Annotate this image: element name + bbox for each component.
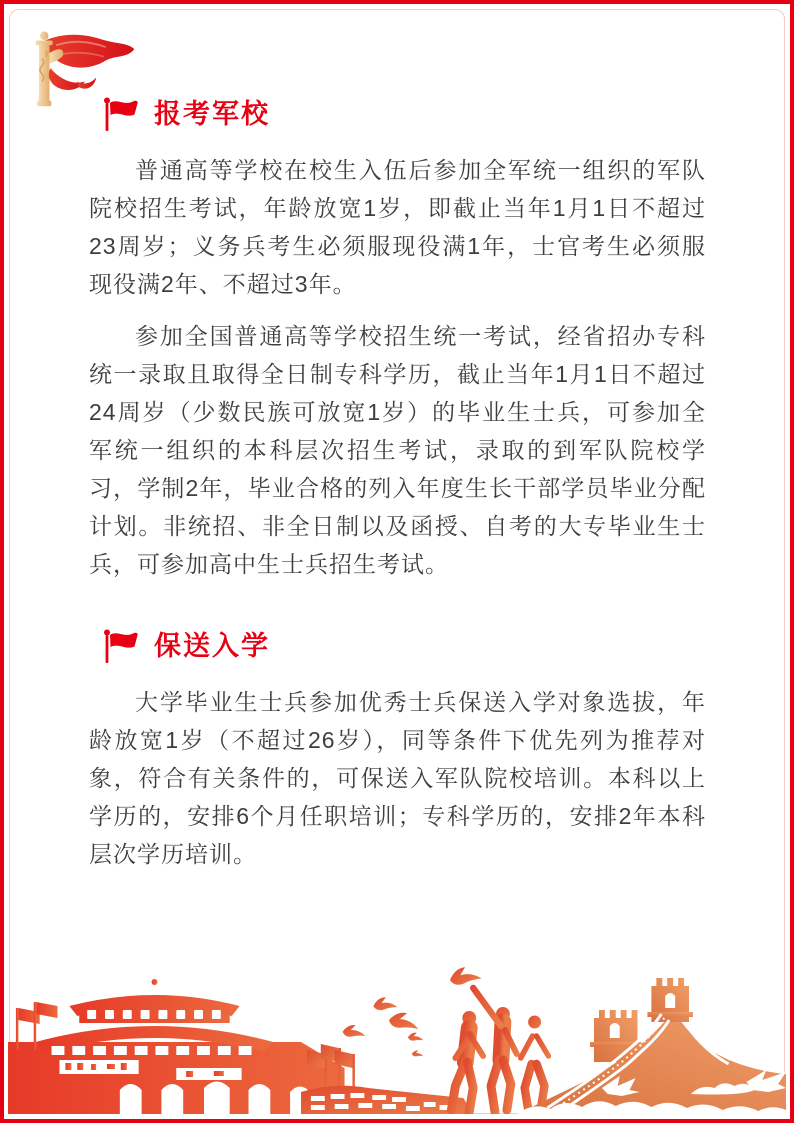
- section-baokao-junxiao: [89, 4, 706, 583]
- section-title: 保送入学: [154, 630, 270, 661]
- great-wall-silhouette: [518, 978, 786, 1114]
- section-heading: [103, 97, 706, 131]
- soldiers-silhouette: [451, 988, 548, 1112]
- tiananmen-gate-silhouette: [8, 979, 345, 1114]
- red-flag-icon: [103, 97, 141, 131]
- section-baosong-ruxue: [89, 629, 706, 873]
- section-title: 报考军校: [154, 98, 270, 129]
- paragraph: 普通高等学校在校生入伍后参加全军统一组织的军队院校招生考试，年龄放宽1岁，即截止当年1月1日不超过23周岁；义务兵考生必须服现役满1年，士官考生必须服现役满2年、不超过3年。: [89, 157, 706, 297]
- patriotic-footer-illustration: [8, 962, 786, 1114]
- red-flag-icon: [103, 629, 141, 663]
- section-heading: [103, 629, 706, 663]
- document-content: [89, 4, 706, 873]
- paragraph: 参加全国普通高等学校招生统一考试，经省招办专科统一录取且取得全日制专科学历，截止当年1月1日不超过24周岁（少数民族可放宽1岁）的毕业生士兵，可参加全军统一组织的本科层次招生考试，录取的到军队院校学习，学制2年，毕业合格的列入年度生长干部学员毕业分配计划。非统招、非全日制以及函授、自考的大专毕业生士兵，可参加高中生士兵招生考试。: [89, 323, 706, 577]
- paragraph: 大学毕业生士兵参加优秀士兵保送入学对象选拔，年龄放宽1岁（不超过26岁），同等条件下优先列为推荐对象，符合有关条件的，可保送入军队院校培训。本科以上学历的，安排6个月任职培训；专科学历的，安排2年本科层次学历培训。: [89, 689, 706, 867]
